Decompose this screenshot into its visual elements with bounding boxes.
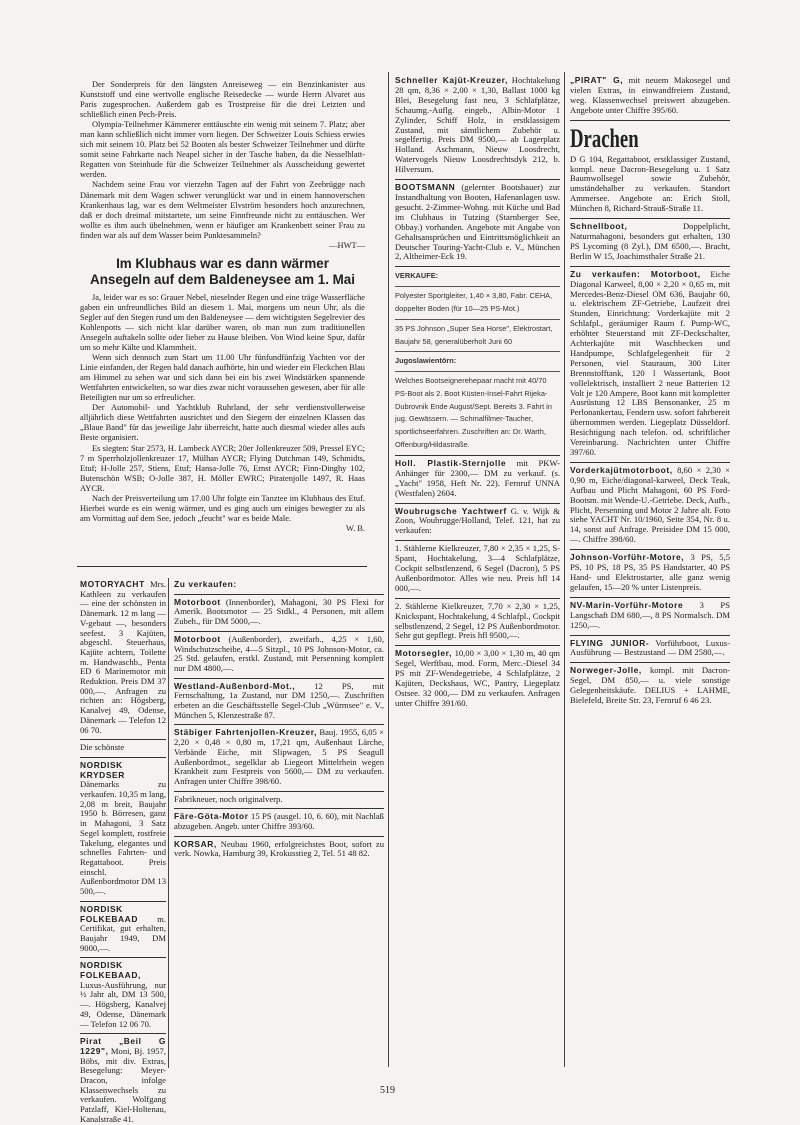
- ad-headline: Zu verkaufen: Motorboot,: [570, 268, 701, 279]
- ad-headline: NORDISK FOLKEBAAD: [80, 903, 138, 924]
- classified-ad: [570, 466, 730, 545]
- ad-headline: NV-Marin-Vorführ-Motore: [570, 599, 684, 610]
- article-paragraph: Der Sonderpreis für den längsten Anreiseweg — ein Benzinkanister aus Kunststoff und eine wertvolle englische Reisedecke — wurde Herrn Alvaret aus Paris zugesprochen. Außerdem gab es Trostpreise für die drei Letzten und schließlich einen Pech-Preis.: [80, 80, 365, 120]
- ad-rule: [395, 266, 560, 267]
- article-signature: W. B.: [345, 523, 365, 533]
- classified-ad: [395, 544, 560, 594]
- classified-ad: [570, 76, 730, 116]
- classified-ad: [174, 598, 384, 627]
- classified-ad: [174, 682, 384, 721]
- ad-headline: Schneller Kajüt-Kreuzer,: [395, 75, 508, 85]
- ad-rule: [174, 678, 384, 679]
- ad-headline: Schnellboot,: [570, 221, 628, 232]
- ad-text: Hochtakelung 28 qm, 8,36 × 2,00 × 1,30, Ballast 1000 kg Blei, Besegelung fast neu, 3 Schlafplätze, Schaumg.-Auflg. eingeb., Albin-Motor 1 Zylinder, Schiff Holz, in erstklassigem Zustand, mit sämtlichem Zubehör u. segelfertig. Preis DM 9500,— ab Lagerplatz Holland. Aschmann, Nieuw Loosdrecht, Watervogels Nieuw Loosdrechtsdyk 212, b. Hilversum.: [395, 75, 560, 175]
- ad-text: Die schönste: [80, 742, 125, 753]
- ad-rule: [570, 549, 730, 550]
- classified-ad: [395, 459, 560, 499]
- ad-text: Doppelplicht, Naturmahagoni, besonders gut erhalten, 130 PS Lycoming (8 Zyl.), DM 6500,—. Bracht, Berlin W 15, Joachimsthaler Straße 21.: [570, 221, 730, 261]
- classified-ad: [395, 649, 560, 708]
- ad-rule: [570, 597, 730, 598]
- ad-headline: KORSAR,: [174, 838, 217, 849]
- ad-rule: [80, 1033, 166, 1034]
- ad-rule: [570, 266, 730, 267]
- ad-headline: NORDISK KRYDSER: [80, 759, 125, 780]
- ad-headline: Zu verkaufen:: [174, 579, 237, 589]
- ad-rule: [570, 120, 730, 121]
- ad-text: m. Certifikat, gut erhalten, Baujahr 1949, DM 9000,—.: [80, 913, 166, 953]
- article-text: [80, 80, 365, 251]
- column-divider: [564, 72, 565, 1067]
- verkaufe-title: VERKAUFE:: [395, 271, 439, 281]
- ad-rule: [80, 901, 166, 902]
- ad-rule: [395, 179, 560, 180]
- classified-ad: [570, 222, 730, 262]
- classified-ad: [570, 155, 730, 214]
- jugoslawien-title: Jugoslawientörn:: [395, 356, 457, 366]
- ad-text: mit PKW-Anhänger für 2300,— DM zu verkauf. (s. „Yacht" 1958, Heft Nr. 22). Fernruf UNNA (Westfalen) 2604.: [395, 457, 561, 498]
- ad-text: 8,60 × 2,30 × 0,90 m, Eiche/diagonal-karweel, Deck Teak, Aufbau und Plicht Mahagoni, 60 PS Ford-Bootsm. mit Wende-U.-Getriebe. Deck, Aufb., Plicht, Persenning und Motor 2 Jahre alt. Foto siehe YACHT Nr. 10/1960, Seite 354, Nr. 8 u. 14, sonst auf Anfrage. Preisidee DM 15 000,—. Chiffre 398/60.: [570, 464, 731, 545]
- ad-text: 12 PS, mit Fernschaltung, 1a Zustand, nur DM 1250,—. Zuschriften erbeten an die Geschäftsstelle Segel-Club „Würmsee" e. V., München 5, Klenzestraße 87.: [174, 680, 384, 720]
- ad-text: Bauj. 1955, 6,05 × 2,20 × 0,48 × 0,80 m, 17,21 qm, Außenhaut Lärche, Verbände Eiche, mit Slipwagen, 5 PS Seagull Außenbordmot., segelklar ab Liegeort Mittelrhein wegen Krankheit zum Festpreis von 5600,— DM zu verkaufen. Anfragen unter Chiffre 398/60.: [174, 727, 384, 786]
- ad-headline: MOTORYACHT: [80, 579, 145, 589]
- ad-text: 2. Stählerne Kielkreuzer, 7,70 × 2,30 × 1,25, Knickspant, Hochtakelung, 4 Schlafpl., Cockpit selbstlenzend, 2 Segel, 12 PS Außenbordmotor. Sehr gut gepflegt. Preis hfl 9500,—.: [395, 600, 560, 641]
- column-divider: [168, 578, 169, 1068]
- ad-headline: Johnson-Vorführ-Motore,: [570, 552, 685, 563]
- classified-ad: [395, 507, 560, 537]
- drachen-heading: Drachen: [570, 123, 639, 153]
- ad-rule: [174, 791, 384, 792]
- classified-ad: [174, 580, 384, 590]
- ad-text: Moni, Bj. 1957, Böbs, mit div. Extras, Besegelung: Meyer-Dracon, infolge Klassenwechsels zu verkaufen. Wolfgang Patzlaff, Kiel-Holtenau, Kanalstraße 41.: [80, 1045, 167, 1124]
- ad-text: Vorführboot, Luxus-Ausführung — Bestzustand — DM 2580,—.: [570, 637, 730, 658]
- classified-ads-column-1: [80, 579, 167, 1124]
- ad-text: (gelernter Bootsbauer) zur Instandhaltung von Booten, Hafenanlagen usw. gesucht. 2-Zimmer-Wohng. mit Küche und Bad im Clubhaus in Tutzing (Starnberger See, Obbay.) vorhanden. Angebote mit Angabe von Gehaltsansprüchen und Eintrittsmöglichkeit an Deutscher Touring-Yacht-Club e. V., München 2, Altheimer-Eck 19.: [395, 182, 560, 262]
- article-paragraph: Wenn sich dennoch zum Start um 11.00 Uhr fünfundfünfzig Yachten vor der Linie einfanden, der Regen bald danach aufhörte, hin und wieder ein Fleckchen Blau am Himmel zu sehen war und sich dann bei ein bis zwei Windstärken spannende Wettfahrten entwickelten, so war dies zwar nicht voraussehen gewesen, aber für alle Beteiligten nur um so erfreulicher.: [80, 353, 365, 403]
- article-signature: —HWT—: [329, 240, 365, 250]
- ad-text: 15 PS (ausgel. 10, 6. 60), mit Nachlaß abzugeben. Angeb. unter Chiffre 393/60.: [174, 811, 384, 832]
- classified-ad: [570, 666, 730, 706]
- ad-headline: BOOTSMANN: [395, 182, 456, 193]
- ad-rule: [395, 645, 560, 646]
- classified-ad: [395, 602, 560, 642]
- classified-ad: [395, 76, 560, 175]
- verkaufe-item: Polyester Sportgleiter, 1,40 × 3,80, Fabr. CEHA, doppelter Boden (für 10—25 PS-Mot.): [395, 291, 553, 313]
- classified-ad: [80, 961, 166, 1029]
- article-paragraph: Nachdem seine Frau vor vierzehn Tagen auf der Fahrt von Zeebrügge nach Dänemark mit dem Wagen schwer verunglückt war und in einem hannoverschen Krankenhaus lag, war es dem Weltmeister Elvström besonders hoch anzurechnen, daß er doch dreimal mitstartete, um seine Finnfreunde nicht zu enttäuschen. Wer wollte es ihm auch übelnehmen, wenn er häufiger am Krankenbett seiner Frau zu finden war als auf dem Wasser beim Punktesammeln?: [80, 180, 365, 240]
- ad-rule: [395, 371, 560, 372]
- ad-rule: [174, 836, 384, 837]
- classified-ad: [80, 905, 166, 954]
- ad-rule: [395, 503, 560, 504]
- ad-headline: „PIRAT" G,: [570, 75, 624, 85]
- classified-ad: [80, 1037, 166, 1124]
- ad-rule: [80, 957, 166, 958]
- classified-ads-column-4: [570, 76, 730, 1076]
- ad-headline: Färe-Göta-Motor: [174, 811, 249, 822]
- article-paragraph: Der Automobil- und Yachtklub Ruhrland, der sehr verdienstvollerweise alljährlich diese Wettfahrten ausrichtet und den Siegern der einzelnen Klassen das „Blaue Band" für das jeweilige Jahr überreicht, hatte auch diesmal wieder alles aufs Beste organisiert.: [80, 403, 365, 443]
- article-paragraph: Ja, leider war es so: Grauer Nebel, nieselnder Regen und eine träge Wasserfläche gaben ein unfreundliches Bild an diesem 1. Mai, morgens um neun Uhr, als die Segler auf den Stegen rund um den Baldeneysee — dem wichtigsten Segelrevier des Kohlenpotts — sich nicht klar darüber waren, ob man nun zum traditionellen Ansegeln auftakeln sollte oder lieber zu Hause bleiben. Von Wind keine Spur, dafür um so mehr Kälte und Klammheit.: [80, 292, 365, 353]
- article-column: [80, 80, 365, 560]
- ad-headline: Pirat „Beil G 1229",: [80, 1036, 166, 1056]
- classified-ad: [570, 601, 730, 631]
- classified-ad: [174, 635, 384, 674]
- verkaufe-box: [395, 270, 560, 452]
- ad-headline: Motorsegler,: [395, 648, 452, 659]
- ad-text: Dänemarks zu verkaufen. 10,35 m lang, 2,08 m breit, Baujahr 1950 b. Börresen, ganz in Mahagoni, 3 Satz Segel komplett, rostfreie Takelung, elegantes und schnelles Fahrten- und Regattaboot. Preis einschl. Außenbordmotor DM 13 500,—.: [80, 779, 166, 897]
- ad-headline: Motorboot: [174, 596, 221, 607]
- ad-text: Luxus-Ausführung, nur ½ Jahr alt, DM 13 500,—. Högsberg, Kanalvej 49, Odense, Dänemark — Telefon 12 06 70.: [80, 979, 166, 1029]
- classified-ad: [80, 743, 166, 753]
- ad-rule: [395, 540, 560, 541]
- ad-text: Eiche Diagonal Karweel, 8,00 × 2,20 × 0,65 m, mit Mercedes-Benz-Diesel OM 636, Baujahr 60, u. elektrischem ZF-Getriebe, Laufzeit drei Stunden, Einrichtung: Vorderkajüte mit 2 Schlafpl., geräumiger Raum f. Pump-WC, erhöhter Steuerstand mit ZF-Deckschalter, Achterkajüte mit Waschbecken und Handpumpe, Schlafgelegenheit für 2 Personen, viel Stauraum, 300 Liter Brennstofftank, 120 l Wassertank, Boot vollelektrisch, installiert 2 neue Batterien 12 Volt je 120 Ampere, Boot kann mit kompletter Ausrüstung 12 LBS Bensonanker, 25 m Perlonankertau, Fendern usw. sofort fahrbereit übernommen werden. Liegeplatz Düsseldorf. Besichtigung nach telefon. od. schriftlicher Vereinbarung. Nachrichten unter Chiffre 397/60.: [570, 268, 730, 457]
- ad-rule: [395, 286, 560, 287]
- ad-text: Fabrikneuer, noch originalverp.: [174, 793, 283, 804]
- ad-headline: Motorboot: [174, 633, 221, 644]
- ad-rule: [395, 598, 560, 599]
- ad-text: G. v. Wijk & Zoon, Woubrugge/Holland, Telef. 121, hat zu verkaufen:: [395, 505, 560, 536]
- jugoslawien-text: Welches Bootseignerehepaar macht mit 40/70 PS-Boot als 2. Boot Küsten-Insel-Fahrt Rijeka-Dubrovnik Ende August/Sept. Bereits 3. Fahrt in jug. Gewässern. — Schmalfilmer-Taucher, sportlichseerfahren. Zuschriften an: Dr. Warth, Offenburg/Hildastraße.: [395, 376, 552, 450]
- classified-ads-column-2: [174, 580, 384, 1080]
- ad-headline: Vorderkajütmotorboot,: [570, 464, 673, 475]
- ad-text: D G 104, Regattaboot, erstklassiger Zustand, kompl. neue Dacron-Besegelung u. 1 Satz Baumwollsegel sowie Zubehör, umständehalber zu verkaufen. Standort Ammersee. Angebote an: Erich Stoll, München 8, Richard-Strauß-Straße 11.: [570, 153, 730, 214]
- ad-headline: Woubrugsche Yachtwerf: [395, 505, 507, 516]
- ad-text: kompl. mit Dacron-Segel, DM 850,— u. viele sonstige Gelegenheitskäufe. DELIUS + LAHME, Bielefeld, Breite Str. 23, Fernruf 6 46 23.: [570, 665, 730, 706]
- ad-rule: [570, 218, 730, 219]
- classified-ad: [570, 270, 730, 458]
- ad-text: 10,00 × 3,00 × 1,30 m, 40 qm Segel, Werftbau, mod. Form, Merc.-Diesel 34 PS mit ZF-Wendegetriebe, 4 Schlafplätze, 2 Kajüten, Deckshaus, WC, Pantry, Liegeplatz Ostsee. 32 000,— DM zu verkaufen. Anfragen unter Chiffre 391/60.: [395, 648, 560, 708]
- ad-text: 3 PS, 5,5 PS, 10 PS, 18 PS, 35 PS Handstarter, 40 PS Hand- und Elektrostarter, alle ganz wenig gelaufen, 15—20 % unter Listenpreis.: [570, 552, 730, 592]
- ad-rule: [80, 739, 166, 740]
- ad-text: Neubau 1960, erfolgreichstes Boot, sofort zu verk. Nowka, Hamburg 39, Krokusstieg 2, Tel. 51 48 82.: [174, 838, 384, 859]
- article-bottom-rule: [77, 566, 367, 567]
- ad-rule: [570, 635, 730, 636]
- column-divider: [388, 72, 389, 1067]
- ad-text: (Außenborder), zweifarb., 4,25 × 1,60, Windschutzscheibe, 4—5 Sitzpl., 10 PS Johnson-Motor, ca. 25 Std. gelaufen, erstkl. Zustand, mit Persenning komplett nur DM 4800,—.: [174, 633, 384, 673]
- ad-rule: [395, 351, 560, 352]
- ad-rule: [174, 724, 384, 725]
- ad-text: 3 PS Langschaft DM 680,—, 8 PS Normalsch. DM 1250,—.: [570, 599, 730, 630]
- verkaufe-item: 35 PS Johnson „Super Sea Horse", Elektrostart, Baujahr 58, generalüberholt Juni 60: [395, 323, 553, 346]
- classified-ad: [80, 580, 166, 735]
- ad-text: mit neuem Makosegel und vielen Extras, in einwandfreiem Zustand, weg. Klassenwechsel preiswert abzugeben. Angebote unter Chiffre 395/60.: [570, 75, 730, 115]
- ad-text: (Innenborder), Mahagoni, 30 PS Flexi for Amerik. Bootsmotor — 25 Stdkl., 4 Personen, mit allem Zubeh., für DM 5000,—.: [174, 596, 384, 627]
- ad-headline: Stäbiger Fahrtenjollen-Kreuzer,: [174, 727, 318, 738]
- ad-headline: NORDISK FOLKEBAAD,: [80, 960, 141, 981]
- page-number: 519: [380, 1085, 395, 1096]
- classified-ad: [174, 728, 384, 786]
- ad-rule: [395, 455, 560, 456]
- article-body: [80, 293, 365, 534]
- ad-headline: FLYING JUNIOR-: [570, 637, 650, 648]
- ad-text: Mrs. Kathleen zu verkaufen — eine der schönsten in Dänemark. 12 m lang — V-gebaut —, besonders seefest. 3 Kajüten, abgeschl. Steuerhaus, Kajüte achtern, Toilette m. Handwaschb., Penta ED 6 Marinemotor mit Reduktion. Preis DM 37 000,—. Anfragen zu richten an: Högsberg, Kanalvej 49, Odense, Dänemark — Telefon 12 06 70.: [80, 579, 166, 735]
- classified-ad: [395, 183, 560, 262]
- article-paragraph: Olympia-Teilnehmer Kämmerer enttäuschte ein wenig mit seinem 7. Platz; aber man kann schließlich nicht immer vorn liegen. Der Schweizer Louis Schiess erwies sich mit seinem 10. Platz bei 52 Booten als bester Schweizer Teilnehmer und dürfte somit seine Fahrkarte nach Neapel sicher in der Tasche haben, da die Nesselblatt-Regatten von Steinhude für die Schweizer Teilnehmer als Ausscheidung gewertet werden.: [80, 120, 365, 180]
- article-paragraph: Es siegten: Star 2573, H. Lambeck AYCR; 20er Jollenkreuzer 509, Pressel EYC; 7 m Sperrholzjollenkreuzer 17, Mülhan AYCR; Flying Dutchman 149, Schmidts, Etuf; H-Jolle 257, Stiens, Etuf; Hansa-Jolle 76, Ernst AYCR; Finn-Dinghy 102, Butenschön WSB; O-Jolle 387, H. Möller EWRC; Piratenjolle 1497, R. Haas AYCR.: [80, 443, 365, 493]
- article-headline: Im Klubhaus war es dann wärmer Ansegeln auf dem Baldeneysee am 1. Mai: [90, 255, 355, 287]
- ad-rule: [395, 319, 560, 320]
- ad-headline: Norweger-Jolle,: [570, 665, 642, 676]
- classified-ad: [174, 840, 384, 859]
- ad-headline: Holl. Plastik-Sternjolle: [395, 457, 507, 468]
- ad-rule: [80, 757, 166, 758]
- article-paragraph: Nach der Preisverteilung um 17.00 Uhr folgte ein Tanztee im Klubhaus des Etuf. Hierbei wurde es ein wenig wärmer, und es ging auch um einiges bewegter zu als am Vormittag auf dem See, jedoch „feucht" war es beide Male.: [80, 493, 365, 523]
- ad-rule: [174, 808, 384, 809]
- ad-rule: [174, 594, 384, 595]
- classified-ad: [570, 553, 730, 593]
- ad-headline: Westland-Außenbord-Mot.,: [174, 680, 296, 691]
- classified-ad: [80, 761, 166, 897]
- classified-ad: [174, 812, 384, 831]
- ad-rule: [570, 662, 730, 663]
- ad-text: 1. Stählerne Kielkreuzer, 7,80 × 2,35 × 1,25, S-Spant, Hochtakelung, 3—4 Schlafplätze, Cockpit selbstlenzend, 6 Segel (Dacron), 5 PS Außenbordmotor. Alles wie neu. Preis hfl 14 000,—.: [395, 543, 560, 593]
- classified-ad: [570, 639, 730, 659]
- ad-rule: [570, 462, 730, 463]
- classified-ad: [174, 795, 384, 805]
- ad-rule: [174, 631, 384, 632]
- classified-ads-column-3: [395, 76, 560, 1076]
